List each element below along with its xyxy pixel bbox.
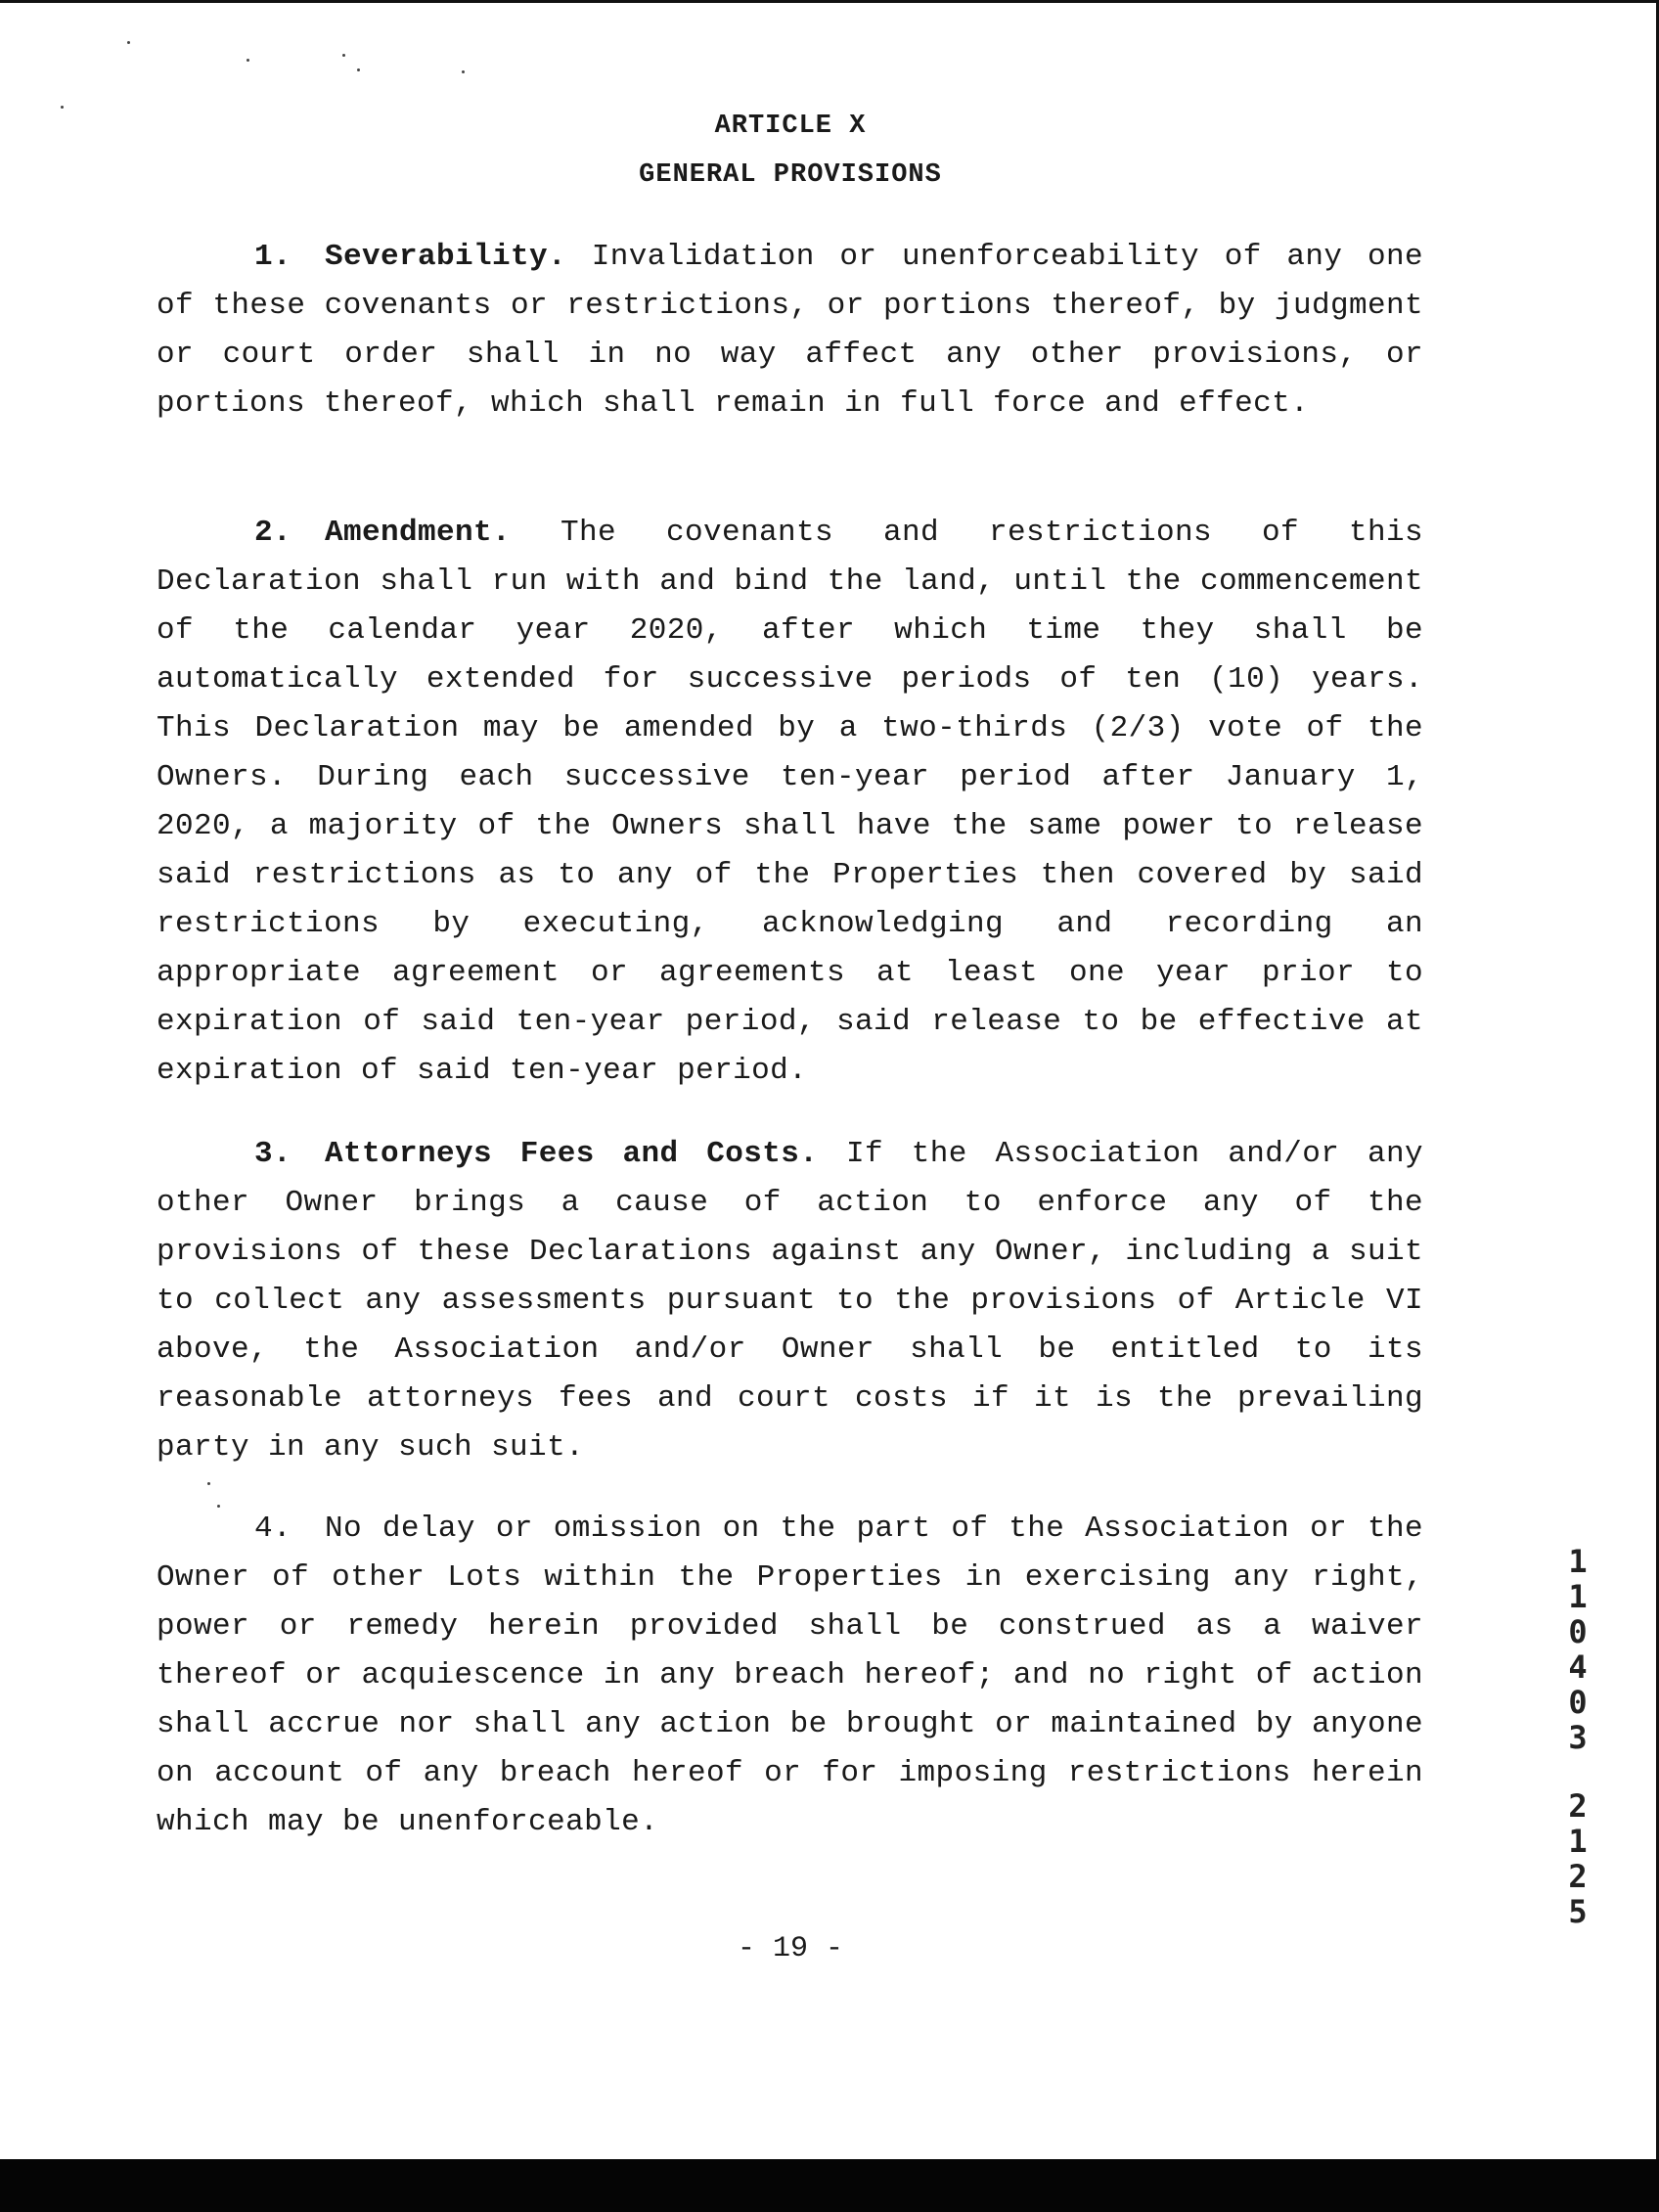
section-attorneys-fees (157, 1130, 1423, 1472)
section-text: Invalidation or unenforceability of any one of these covenants or restrictions, or portions thereof, by judgment or court order shall in no way affect any other provisions, or portions thereof, which shall remain in full force and effect. (157, 240, 1423, 421)
section-number: 3. (254, 1137, 292, 1171)
page-number: - 19 - (737, 1932, 844, 1965)
scan-speck (247, 59, 249, 62)
scan-speck (357, 68, 360, 71)
section-text: No delay or omission on the part of the Association or the Owner of other Lots within the Properties in exercising any right, power or remedy herein provided shall be construed as a waiver thereof or acquiescence in any breach hereof; and no right of action shall accrue nor shall any action be brought or maintained by anyone on account of any breach hereof or for imposing restrictions herein which may be unenforceable. (157, 1512, 1423, 1839)
section-severability (157, 233, 1423, 429)
section-number: 4. (254, 1512, 292, 1546)
recording-stamp-part1: 110403 (1568, 1543, 1588, 1756)
scan-border-top (0, 0, 1659, 3)
scan-speck (127, 41, 130, 44)
scan-border-bottom (0, 2159, 1659, 2212)
section-title: Amendment. (325, 516, 512, 550)
section-text: If the Association and/or any other Owner brings a cause of action to enforce any of the provisions of these Declarations against any Owner, including a suit to collect any assessments pursuant to the provisions of Article VI above, the Association and/or Owner shall be entitled to its reasonable attorneys fees and court costs if it is the prevailing party in any such suit. (157, 1137, 1423, 1465)
section-title: Attorneys Fees and Costs. (325, 1137, 819, 1171)
article-title: GENERAL PROVISIONS (639, 160, 942, 190)
recording-stamp-part2: 2125 (1568, 1787, 1588, 1930)
section-text: The covenants and restrictions of this Declaration shall run with and bind the land, until the commencement of the calendar year 2020, after which time they shall be automatically extended for successive periods of ten (10) years. This Declaration may be amended by a two-thirds (2/3) vote of the Owners. During each successive ten-year period after January 1, 2020, a majority of the Owners shall have the same power to release said restrictions as to any of the Properties then covered by said restrictions by executing, acknowledging and recording an appropriate agreement or agreements at least one year prior to expiration of said ten-year period, said release to be effective at expiration of said ten-year period. (157, 516, 1423, 1088)
scan-speck (342, 54, 345, 57)
recording-stamp (1561, 1544, 1594, 1929)
article-number: ARTICLE X (714, 112, 867, 141)
section-no-waiver (157, 1505, 1423, 1847)
section-number: 2. (254, 516, 292, 550)
scan-speck (207, 1482, 210, 1485)
scan-speck (61, 106, 64, 109)
section-title: Severability. (325, 240, 567, 274)
scan-speck (462, 70, 465, 73)
section-number: 1. (254, 240, 292, 274)
section-amendment (157, 509, 1423, 1096)
